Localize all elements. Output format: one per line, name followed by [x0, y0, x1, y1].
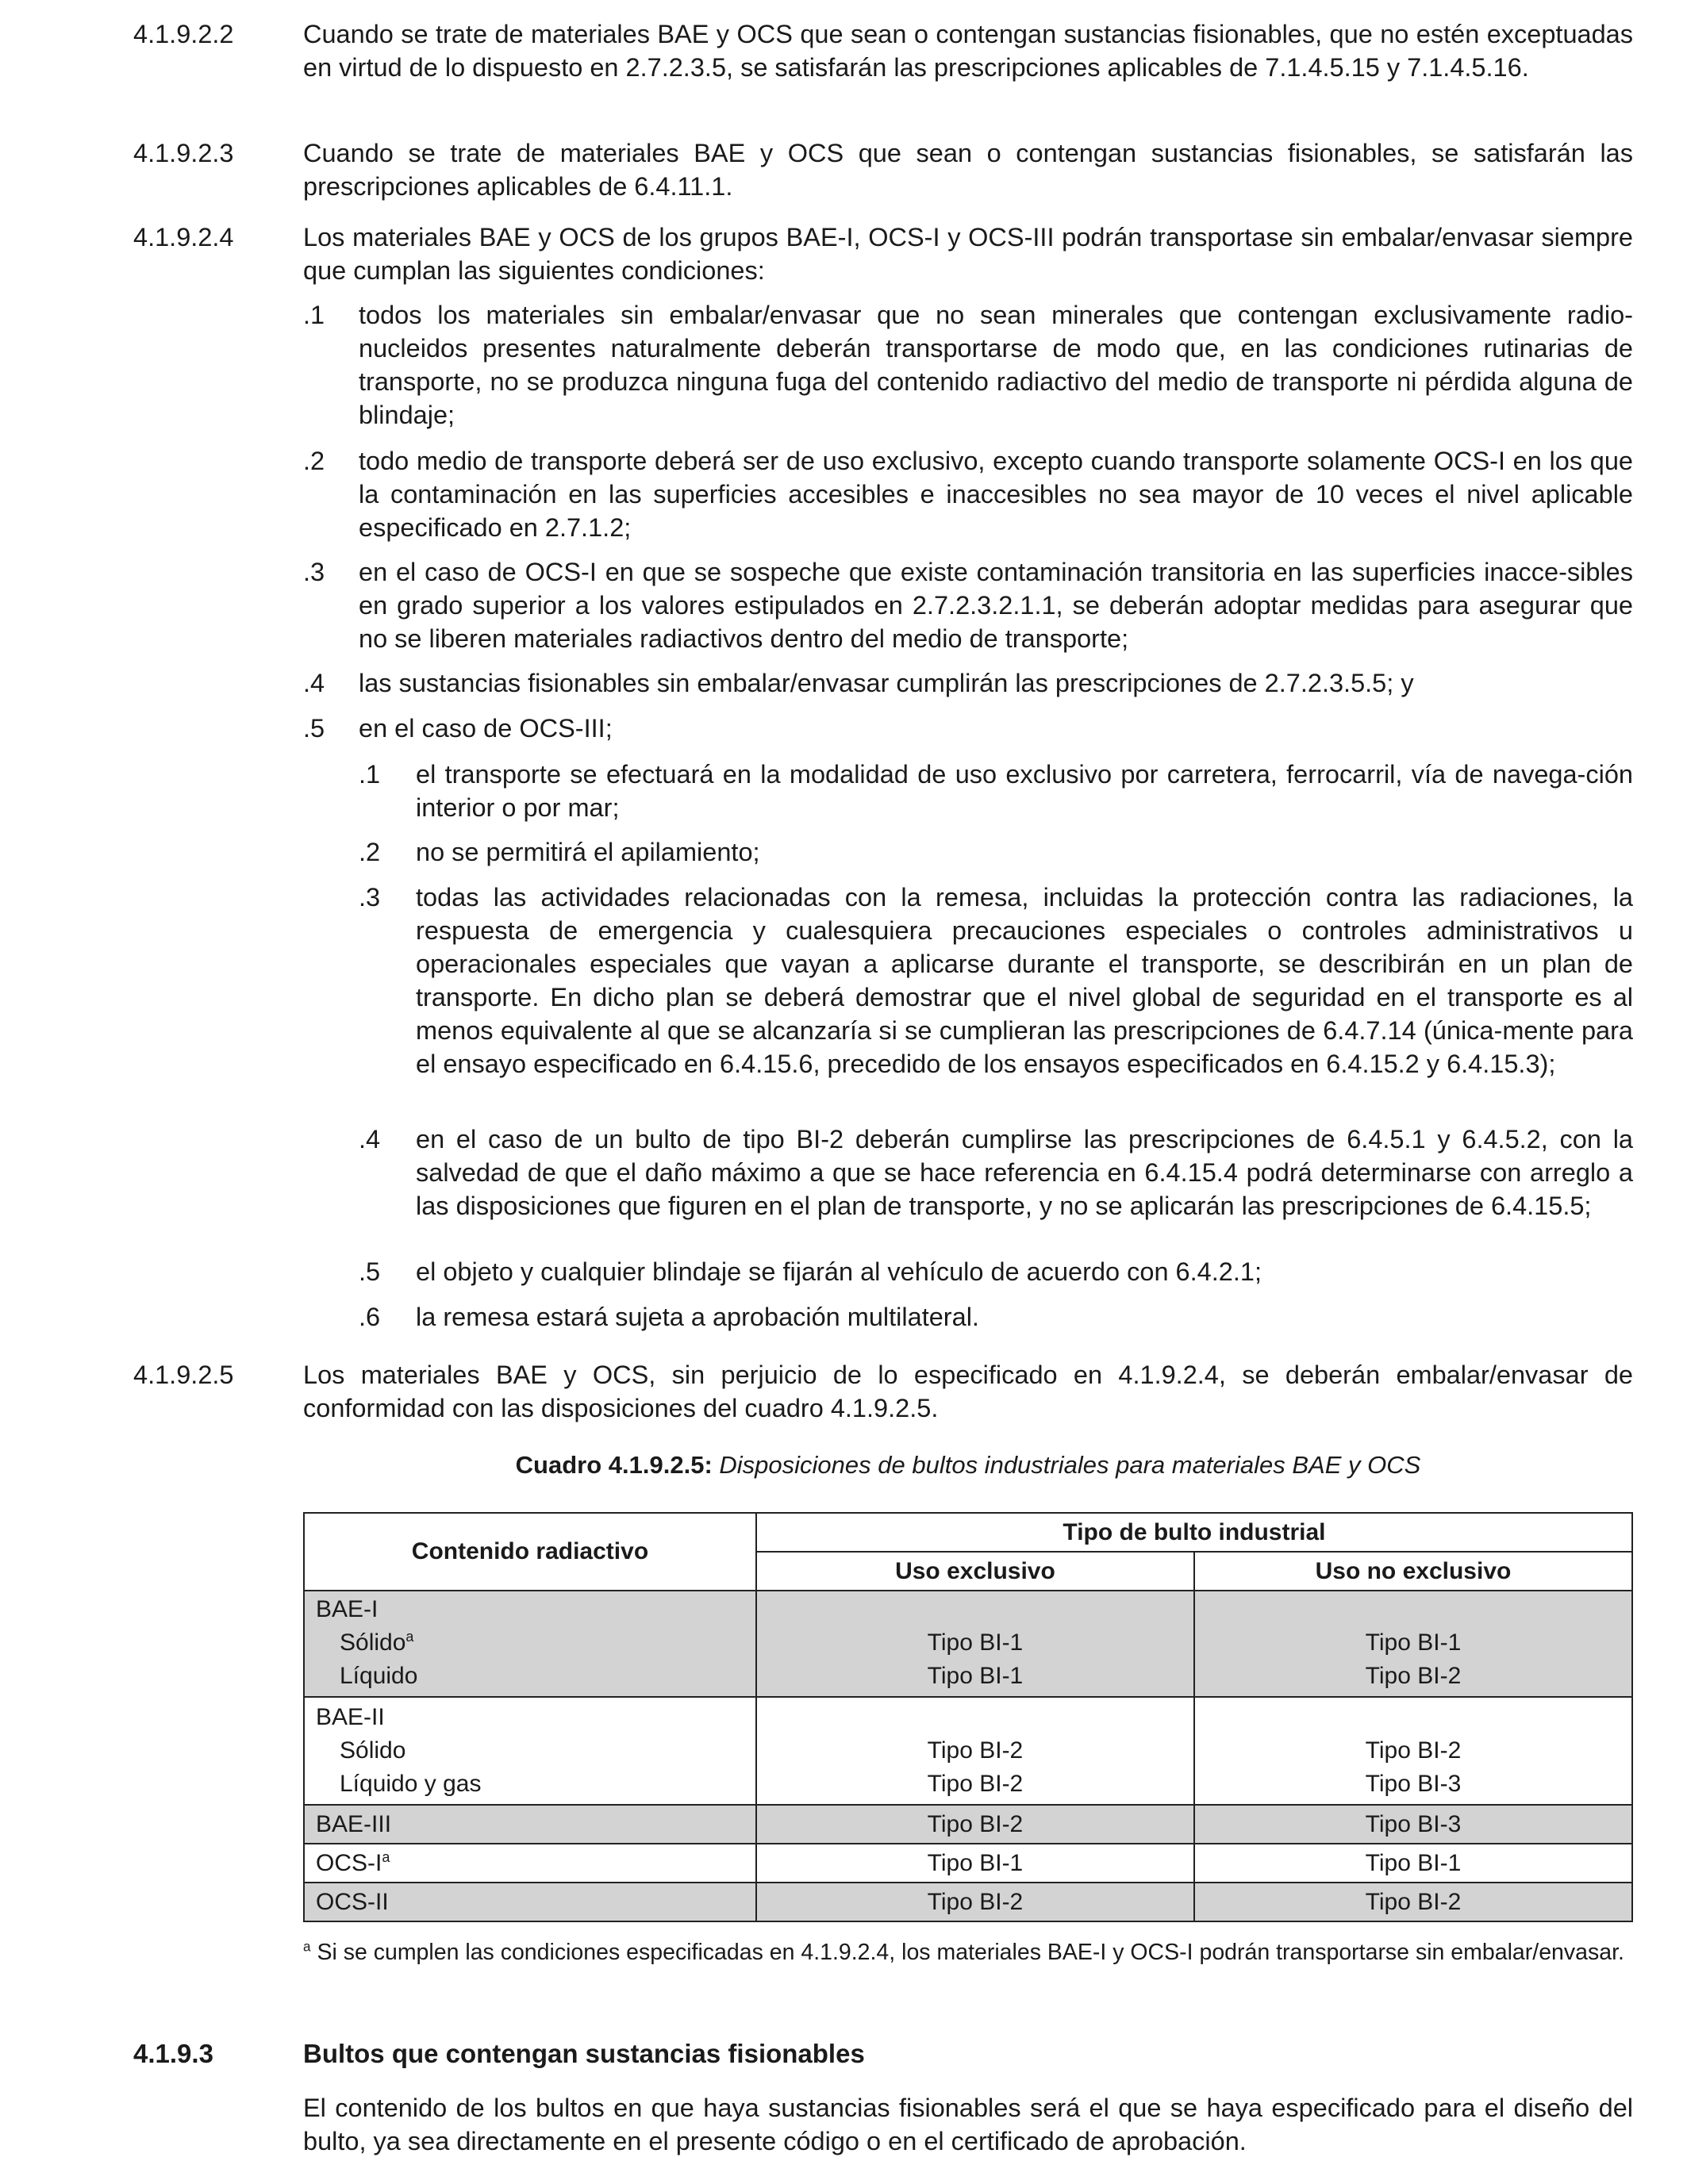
- paragraph-text: El contenido de los bultos en que haya sustancias fisionables será el que se haya especificado para el diseño del bulto, ya sea directamente en el presente código o en el certificado de aprobación.: [303, 2094, 1633, 2155]
- exclusive-cell: [756, 1591, 1194, 1697]
- list-marker: .3: [303, 558, 325, 586]
- sub-label: Sólido: [340, 1737, 406, 1764]
- list-item-text: todos los materiales sin embalar/envasar que no sean minerales que contengan exclusivamente radio-nucleidos presentes naturalmente deberán transportarse de modo que, en las condiciones rutinarias de transporte, no se produzca ninguna fuga del contenido radiactivo del medio de transporte ni pérdida alguna de blindaje;: [359, 301, 1633, 429]
- footnote-text: Si se cumplen las condiciones especificadas en 4.1.9.2.4, los materiales BAE-I y OCS-I podrán transportarse sin embalar/envasar.: [317, 1940, 1624, 1965]
- list-marker: .4: [359, 1125, 381, 1153]
- nonexclusive-cell: Tipo BI-2: [1194, 1883, 1632, 1921]
- content-cell: OCS-II: [304, 1883, 756, 1921]
- sub-label: Líquido y gas: [340, 1771, 482, 1797]
- cell-value: Tipo BI-2: [1365, 1663, 1462, 1689]
- exclusive-cell: Tipo BI-1: [756, 1844, 1194, 1883]
- list-item-text: en el caso de OCS-I en que se sospeche que existe contaminación transitoria en las superficies inacce-sibles en grado superior a los valores estipulados en 2.7.2.3.2.1.1, se deberán adoptar medidas para asegurar que no se liberen materiales radiactivos dentro del medio de transporte;: [359, 558, 1633, 653]
- list-marker: .4: [303, 669, 325, 697]
- footnote-marker: a: [382, 1848, 390, 1865]
- content-cell: [304, 1591, 756, 1697]
- table-caption-title: Disposiciones de bultos industriales para materiales BAE y OCS: [719, 1451, 1421, 1479]
- list-item-text: en el caso de OCS-III;: [359, 714, 613, 743]
- column-header-content: Contenido radiactivo: [304, 1513, 756, 1591]
- cell-value: Tipo BI-2: [927, 1771, 1024, 1797]
- list-marker: .2: [303, 447, 325, 475]
- nonexclusive-cell: Tipo BI-3: [1194, 1805, 1632, 1844]
- list-item-text: todas las actividades relacionadas con la remesa, incluidas la protección contra las radiaciones, la respuesta de emergencia y cualesquiera precauciones especiales o controles administrativos u operacionales especiales que vayan a aplicarse durante el transporte, se describirán en un plan de transporte. En dicho plan se deberá demostrar que el nivel global de seguridad en el transporte es al menos equivalente al que se alcanzaría si se cumplieran las prescripciones de 6.4.7.14 (única-mente para el ensayo especificado en 6.4.15.6, precedido de los ensayos especificados en 6.4.15.2 y 6.4.15.3);: [416, 883, 1633, 1078]
- paragraph-text: Los materiales BAE y OCS de los grupos BAE-I, OCS-I y OCS-III podrán transportase sin embalar/envasar siempre que cumplan las siguientes condiciones:: [303, 223, 1633, 285]
- table-row: [304, 1591, 1632, 1697]
- list-marker: .6: [359, 1303, 381, 1331]
- section-number: 4.1.9.3: [133, 2039, 213, 2068]
- cell-value: Tipo BI-2: [927, 1737, 1024, 1764]
- paragraph-text: Los materiales BAE y OCS, sin perjuicio de lo especificado en 4.1.9.2.4, se deberán embalar/envasar de conformidad con las disposiciones del cuadro 4.1.9.2.5.: [303, 1361, 1633, 1422]
- paragraph-text: Cuando se trate de materiales BAE y OCS que sean o contengan sustancias fisionables, que no estén exceptuadas en virtud de lo dispuesto en 2.7.2.3.5, se satisfarán las prescripciones aplicables de 7.1.4.5.15 y 7.1.4.5.16.: [303, 20, 1633, 82]
- table-row: [304, 1883, 1632, 1921]
- table-row: [304, 1844, 1632, 1883]
- content-cell: [304, 1697, 756, 1805]
- list-item-text: las sustancias fisionables sin embalar/envasar cumplirán las prescripciones de 2.7.2.3.5.5; y: [359, 669, 1414, 697]
- list-item-text: la remesa estará sujeta a aprobación multilateral.: [416, 1303, 979, 1331]
- group-label: BAE-I: [316, 1596, 379, 1622]
- packaging-table: [303, 1512, 1633, 1922]
- table-footnote: [303, 1938, 1633, 1967]
- table-row: [304, 1697, 1632, 1805]
- table-row: [304, 1805, 1632, 1844]
- exclusive-cell: [756, 1697, 1194, 1805]
- content-cell: OCS-$I^a$: [304, 1844, 756, 1883]
- list-item-text: el objeto y cualquier blindaje se fijarán al vehículo de acuerdo con 6.4.2.1;: [416, 1257, 1262, 1286]
- paragraph-number: 4.1.9.2.4: [133, 223, 234, 251]
- cell-value: Tipo BI-1: [927, 1663, 1024, 1689]
- column-header-group: Tipo de bulto industrial: [756, 1513, 1632, 1552]
- nonexclusive-cell: [1194, 1697, 1632, 1805]
- list-marker: .5: [359, 1257, 381, 1286]
- footnote-marker: a: [405, 1629, 414, 1645]
- sub-label: Sólido$^a$: [340, 1629, 414, 1656]
- cell-value: Tipo BI-3: [1365, 1771, 1462, 1797]
- table-caption: [303, 1449, 1633, 1482]
- nonexclusive-cell: Tipo BI-1: [1194, 1844, 1632, 1883]
- group-label: BAE-II: [316, 1704, 385, 1730]
- section-title: Bultos que contengan sustancias fisionables: [303, 2039, 865, 2068]
- exclusive-cell: Tipo BI-2: [756, 1805, 1194, 1844]
- list-marker: .1: [303, 301, 325, 329]
- paragraph-number: 4.1.9.2.3: [133, 139, 234, 167]
- nonexclusive-cell: [1194, 1591, 1632, 1697]
- table-caption-label: Cuadro 4.1.9.2.5:: [515, 1451, 713, 1479]
- list-marker: .2: [359, 838, 381, 866]
- list-marker: .5: [303, 714, 325, 743]
- sub-label: Líquido: [340, 1663, 418, 1689]
- cell-value: Tipo BI-1: [927, 1629, 1024, 1656]
- paragraph-text: Cuando se trate de materiales BAE y OCS que sean o contengan sustancias fisionables, se satisfarán las prescripciones aplicables de 6.4.11.1.: [303, 139, 1633, 201]
- list-item-text: en el caso de un bulto de tipo BI-2 deberán cumplirse las prescripciones de 6.4.5.1 y 6.4.5.2, con la salvedad de que el daño máximo a que se hace referencia en 6.4.15.4 podrá determinarse con arreglo a las disposiciones que figuren en el plan de transporte, y no se aplicarán las prescripciones de 6.4.15.5;: [416, 1125, 1633, 1220]
- list-item-text: todo medio de transporte deberá ser de uso exclusivo, excepto cuando transporte solamente OCS-I en los que la contaminación en las superficies accesibles e inaccesibles no sea mayor de 10 veces el nivel aplicable especificado en 2.7.1.2;: [359, 447, 1633, 542]
- column-header-exclusive: Uso exclusivo: [756, 1552, 1194, 1591]
- paragraph-number: 4.1.9.2.5: [133, 1361, 234, 1389]
- column-header-nonexclusive: Uso no exclusivo: [1194, 1552, 1632, 1591]
- content-cell: BAE-III: [304, 1805, 756, 1844]
- cell-value: Tipo BI-2: [1365, 1737, 1462, 1764]
- cell-value: Tipo BI-1: [1365, 1629, 1462, 1656]
- list-marker: .3: [359, 883, 381, 912]
- list-marker: .1: [359, 760, 381, 789]
- exclusive-cell: Tipo BI-2: [756, 1883, 1194, 1921]
- footnote-marker: a: [303, 1939, 311, 1955]
- list-item-text: el transporte se efectuará en la modalidad de uso exclusivo por carretera, ferrocarril, vía de navega-ción interior o por mar;: [416, 760, 1633, 822]
- list-item-text: no se permitirá el apilamiento;: [416, 838, 760, 866]
- paragraph-number: 4.1.9.2.2: [133, 20, 234, 48]
